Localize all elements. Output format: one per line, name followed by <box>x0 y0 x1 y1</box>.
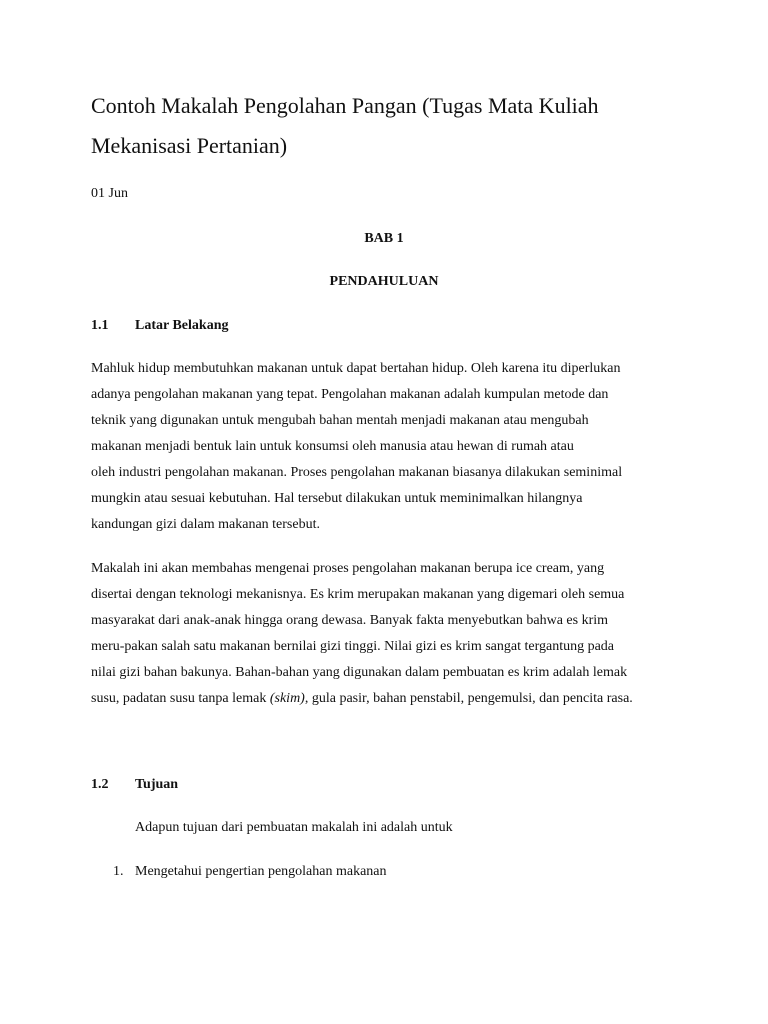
paragraph-line: teknik yang digunakan untuk mengubah bahan mentah menjadi makanan atau mengubah <box>91 413 589 428</box>
post-date: 01 Jun <box>91 186 128 201</box>
paragraph-line: mungkin atau sesuai kebutuhan. Hal tersebut dilakukan untuk meminimalkan hilangnya <box>91 491 583 506</box>
section-heading-tujuan <box>91 775 178 795</box>
list-text: Mengetahui pengertian pengolahan makanan <box>135 864 387 879</box>
paragraph-line: adanya pengolahan makanan yang tepat. Pengolahan makanan adalah kumpulan metode dan <box>91 387 609 402</box>
chapter-title: PENDAHULUAN <box>329 274 439 289</box>
paragraph-latar-belakang-2 <box>91 556 691 712</box>
paragraph-line: meru-pakan salah satu makanan bernilai gizi tinggi. Nilai gizi es krim sangat tergantung pada <box>91 639 615 654</box>
list-item <box>113 862 387 882</box>
paragraph-line: makanan menjadi bentuk lain untuk konsumsi oleh manusia atau hewan di rumah atau <box>91 439 574 454</box>
tujuan-list <box>113 862 387 882</box>
italic-term: (skim) <box>269 691 305 706</box>
section-number: 1.1 <box>91 318 109 333</box>
paragraph-line: oleh industri pengolahan makanan. Proses pengolahan makanan biasanya dilakukan seminimal <box>91 465 623 480</box>
section-heading-latar-belakang <box>91 316 228 336</box>
paragraph-line: Mahluk hidup membutuhkan makanan untuk dapat bertahan hidup. Oleh karena itu diperlukan <box>91 361 621 376</box>
paragraph-line: disertai dengan teknologi mekanisnya. Es krim merupakan makanan yang digemari oleh semua <box>91 587 625 602</box>
tujuan-intro: Adapun tujuan dari pembuatan makalah ini adalah untuk <box>135 820 453 835</box>
chapter-heading: BAB 1 <box>364 231 404 246</box>
section-title: Tujuan <box>135 777 179 792</box>
paragraph-line: nilai gizi bahan bakunya. Bahan-bahan yang digunakan dalam pembuatan es krim adalah lemak <box>91 665 628 680</box>
paragraph-line: kandungan gizi dalam makanan tersebut. <box>91 517 320 532</box>
title-line-1: Contoh Makalah Pengolahan Pangan (Tugas Mata Kuliah <box>91 93 599 118</box>
list-number: 1. <box>113 864 124 879</box>
paragraph-latar-belakang-1 <box>91 356 691 538</box>
paragraph-line: masyarakat dari anak-anak hingga orang dewasa. Banyak fakta menyebutkan bahwa es krim <box>91 613 609 628</box>
section-number: 1.2 <box>91 777 109 792</box>
paragraph-line-last <box>91 686 691 712</box>
section-title: Latar Belakang <box>135 318 229 333</box>
text-run: , gula pasir, bahan penstabil, pengemulsi, dan pencita rasa. <box>304 691 633 706</box>
title-line-2: Mekanisasi Pertanian) <box>91 133 288 158</box>
text-run: susu, padatan susu tanpa lemak <box>91 691 270 706</box>
document-title <box>91 86 691 166</box>
paragraph-line: Makalah ini akan membahas mengenai proses pengolahan makanan berupa ice cream, yang <box>91 561 605 576</box>
